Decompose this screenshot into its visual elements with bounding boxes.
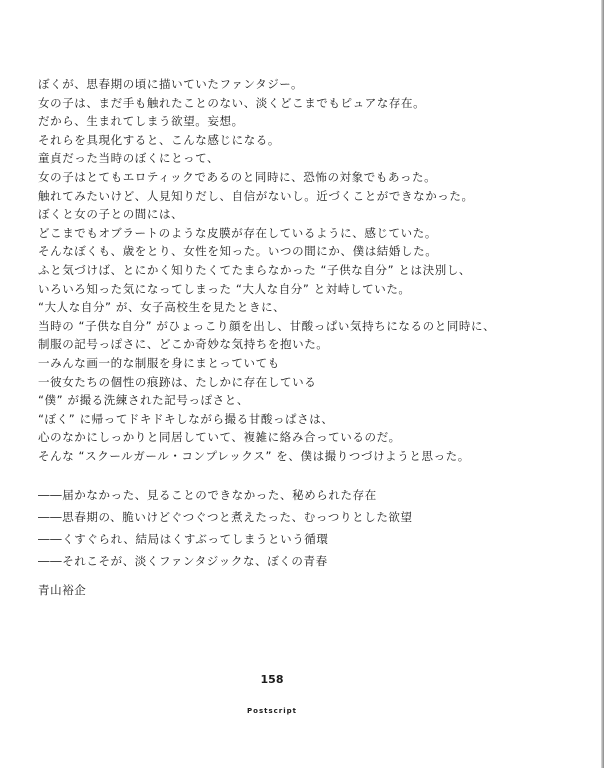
text-line: 心のなかにしっかりと同居していて、複雑に絡み合っているのだ。 — [38, 430, 401, 445]
text-line: ふと気づけば、とにかく知りたくてたまらなかった “子供な自分” とは決別し、 — [38, 262, 472, 277]
text-line: ――思春期の、脆いけどぐつぐつと煮えたった、むっつりとした欲望 — [38, 509, 413, 524]
essay-coda — [38, 485, 413, 573]
text-line: “僕” が撮る洗練された記号っぽさと、 — [38, 393, 249, 408]
text-line: 女の子はとてもエロティックであるのと同時に、恐怖の対象でもあった。 — [38, 169, 437, 184]
text-line: ぼくが、思春期の頃に描いていたファンタジー。 — [38, 77, 304, 91]
text-line: 童貞だった当時のぼくにとって、 — [38, 151, 220, 166]
text-line: ぼくと女の子との間には、 — [38, 207, 184, 222]
text-line: ――くすぐられ、結局はくすぶってしまうという循環 — [38, 531, 329, 546]
text-line: 女の子は、まだ手も触れたことのない、淡くどこまでもピュアな存在。 — [38, 95, 426, 110]
text-line: ――届かなかった、見ることのできなかった、秘められた存在 — [38, 488, 377, 502]
text-line: 一みんな画一的な制服を身にまとっていても — [38, 355, 280, 370]
text-line: “ぼく” に帰ってドキドキしながら撮る甘酸っぱさは、 — [38, 411, 334, 426]
section-label: Postscript — [247, 707, 297, 715]
text-line: そんなぼくも、歳をとり、女性を知った。いつの間にか、僕は結婚した。 — [38, 244, 438, 259]
text-line: そんな “スクールガール・コンプレックス” を、僕は撮りつづけようと思った。 — [38, 448, 470, 463]
page-number: 158 — [260, 673, 284, 686]
text-line: どこまでもオブラートのような皮膜が存在しているように、感じていた。 — [38, 225, 437, 240]
text-line: 触れてみたいけど、人見知りだし、自信がないし。近づくことができなかった。 — [38, 188, 474, 203]
text-line: 一彼女たちの個性の痕跡は、たしかに存在している — [38, 374, 317, 389]
text-line: だから、生まれてしまう欲望。妄想。 — [38, 114, 244, 129]
text-line: 制服の記号っぽさに、どこか奇妙な気持ちを抱いた。 — [38, 337, 329, 352]
text-line: “大人な自分” が、女子高校生を見たときに、 — [38, 300, 286, 315]
essay-body — [38, 75, 578, 465]
text-line: ――それこそが、淡くファンタジックな、ぼくの青春 — [38, 553, 328, 568]
text-line: いろいろ知った気になってしまった “大人な自分” と対峙していた。 — [38, 281, 411, 296]
text-line: それらを具現化すると、こんな感じになる。 — [38, 132, 280, 147]
author-name: 青山裕企 — [38, 583, 87, 597]
text-line: 当時の “子供な自分” がひょっこり顔を出し、甘酸っぱい気持ちになるのと同時に、 — [38, 318, 496, 333]
